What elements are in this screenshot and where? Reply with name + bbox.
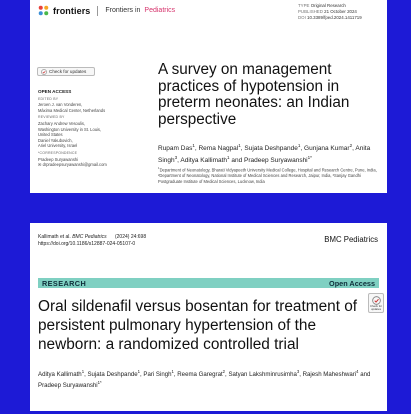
open-access-label: Open Access [329,278,375,288]
check-for-updates-button[interactable] [37,67,95,76]
section-bar [38,278,379,288]
author-affiliation-mark: 1 [137,369,140,374]
check-updates-icon [41,69,47,75]
citation-line: Kallimath et al. BMC Pediatrics (2024) 24:698 [38,234,147,240]
journal-name: BMC Pediatrics [324,235,378,244]
author-name: Gunjana Kumar [304,145,350,153]
journal-name: Pediatrics [144,7,176,14]
author-affiliation-mark: 3 [174,154,178,160]
open-access-heading: OPEN ACCESS [38,89,72,94]
author-name: Pradeep Suryawanshi [38,382,98,390]
author-name: Rajesh Maheshwari [302,371,357,379]
check-for-updates-button[interactable] [368,293,384,313]
author-name: Anita Singh [158,145,371,164]
author-affiliation-mark: 1 [81,369,85,374]
frontiers-logo-icon [38,5,49,16]
author-name: Rupam Das [158,145,193,153]
author-affiliation-mark: 1 [227,154,230,160]
author-name: Pari Singh [143,371,172,379]
author-name: Aditya Kallimath [38,371,82,379]
journal-prefix: Frontiers in [105,7,141,14]
check-updates-label: Check for updates [370,304,382,312]
section-label: RESEARCH [42,278,87,288]
author-affiliation-mark: 3 [296,369,300,374]
meta-type: TYPE Original Research [298,3,346,8]
author-list: Aditya Kallimath$^1$, Sujata Deshpande$^1$, Pari Singh$^1$, Reema Garegrat$^2$, Satyan Lakshminrusimha$^3$, Rajesh Maheshwari$^4$ and Pradeep Suryawanshi$^{1*}$ [38,369,371,390]
author-affiliation-mark: 1 [171,369,174,374]
reviewer-line: Ariel University, Israel [38,143,78,149]
author-list: Rupam Das$^1$, Rema Nagpal$^1$, Sujata Deshpande$^1$, Gunjana Kumar$^2$, Anita Singh$^3$, Aditya Kallimath$^1$ and Pradeep Suryawanshi$^{1*}$ [158,143,371,164]
author-affiliation-mark: 1 [238,143,241,148]
bmc-article-card [30,223,387,411]
article-sidebar [38,89,148,168]
author-affiliation-mark: 1 [192,143,195,148]
author-affiliation-mark: 1* [97,380,102,386]
editor-line: Jeroen J. van Vonderen, [38,102,83,108]
reviewed-by-label: REVIEWED BY [38,115,65,120]
author-affiliation-mark: 2 [222,369,226,374]
author-affiliation-mark: 1* [307,154,312,160]
doi-link[interactable]: https://doi.org/10.1186/s12887-024-05107-0 [38,241,136,247]
author-name: Reema Garegrat [177,371,223,379]
author-name: Pradeep Suryawanshi [244,156,308,164]
header-divider [97,6,98,16]
correspondence-email[interactable]: ✉ drpradeepsuryawanshi@gmail.com [38,162,107,168]
correspondence-line: Pradeep Suryawanshi [38,156,79,162]
author-affiliation-mark: 4 [356,369,359,374]
edited-by-label: EDITED BY [38,96,59,101]
author-name: Aditya Kallimath [180,156,228,164]
frontiers-header [38,5,175,16]
correspondence-label: *CORRESPONDENCE [38,150,78,155]
frontiers-brand: frontiers [53,5,91,16]
check-updates-label: Check for updates [49,69,87,74]
article-meta [298,3,362,22]
frontiers-article-card [30,0,387,193]
author-affiliation-mark: 2 [349,143,353,148]
reviewer-line: Washington University in St. Louis, [38,126,102,132]
article-title: A survey on management practices of hypotension in preterm neonates: an Indian perspective [158,61,350,128]
author-name: Sujata Deshpande [87,371,138,379]
meta-published: PUBLISHED 21 October 2024 [298,9,357,15]
reviewer-line: Zachary Andrew Vesoulis, [38,120,86,126]
author-name: Sujata Deshpande [244,145,298,153]
author-affiliation-mark: 1 [297,143,301,148]
reviewer-line: Daniel Yakubovich, [38,137,73,143]
article-title: Oral sildenafil versus bosentan for treatment of persistent pulmonary hypertension of the newborn: a randomized controlled trial [38,298,358,354]
editor-line: Máxima Medical Center, Netherlands [38,107,106,113]
author-name: Rema Nagpal [198,145,239,153]
meta-doi[interactable]: DOI 10.3389/fped.2024.1411719 [298,15,362,21]
author-name: Satyan Lakshminrusimha [228,371,297,379]
reviewer-line: United States [38,132,63,138]
affiliations: $^1$Department of Neonatology, Bharati Vidyapeeth University Medical College, Hospital and Research Centre, Pune, India, ²Department of Neonatology, National Institute of Medical Sciences and Research, Jaipur, India, ³Sanjay Gandhi Postgraduate Institute of Medical Sciences, Lucknow, India [158,166,377,184]
